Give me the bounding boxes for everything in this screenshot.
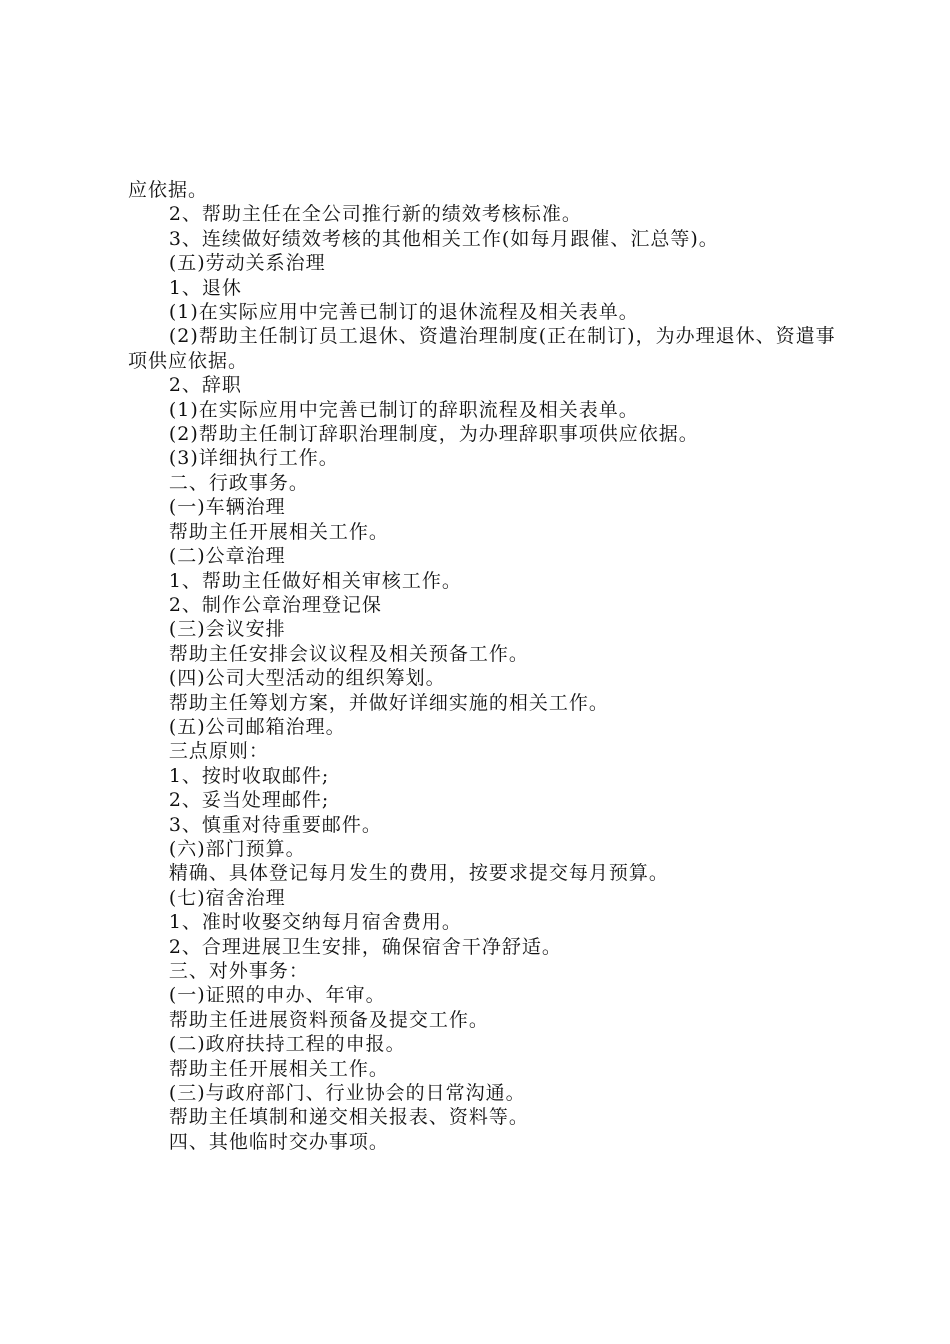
section-heading: (一)车辆治理 (168, 496, 286, 519)
paragraph: (2)帮助主任制订辞职治理制度，为办理辞职事项供应依据。 (168, 423, 699, 446)
section-heading: (五)公司邮箱治理。 (168, 715, 346, 738)
section-heading: (三)与政府部门、行业协会的日常沟通。 (168, 1082, 526, 1105)
section-heading: (四)公司大型活动的组织筹划。 (168, 667, 446, 690)
section-heading: (二)公章治理 (168, 545, 286, 568)
paragraph: 帮助主任填制和递交相关报表、资料等。 (168, 1106, 529, 1129)
paragraph: 1、按时收取邮件; (168, 764, 330, 787)
section-heading: 三、对外事务： (168, 960, 309, 982)
paragraph: 3、连续做好绩效考核的其他相关工作(如每月跟催、汇总等)。 (168, 227, 719, 250)
paragraph: 帮助主任开展相关工作。 (168, 520, 389, 543)
section-heading: 二、行政事务。 (168, 471, 309, 494)
paragraph: 2、辞职 (168, 374, 242, 397)
paragraph: 三点原则： (168, 740, 269, 763)
paragraph: 3、慎重对待重要邮件。 (168, 813, 382, 836)
paragraph: (2)帮助主任制订员工退休、资遣治理制度(正在制订)，为办理退休、资遣事项供应依据。 (128, 325, 836, 372)
section-heading: (六)部门预算。 (168, 837, 306, 860)
paragraph: 帮助主任筹划方案，并做好详细实施的相关工作。 (168, 691, 609, 714)
paragraph: (1)在实际应用中完善已制订的辞职流程及相关表单。 (168, 398, 639, 421)
paragraph: 2、合理进展卫生安排，确保宿舍干净舒适。 (168, 935, 562, 958)
paragraph: 精确、具体登记每月发生的费用，按要求提交每月预算。 (168, 862, 669, 885)
paragraph: 1、帮助主任做好相关审核工作。 (168, 569, 462, 592)
paragraph: 2、妥当处理邮件; (168, 789, 330, 812)
section-heading: (二)政府扶持工程的申报。 (168, 1033, 406, 1056)
paragraph: 1、准时收娶交纳每月宿舍费用。 (168, 911, 462, 934)
paragraph: 应依据。 (128, 179, 209, 201)
paragraph: (3)详细执行工作。 (168, 447, 339, 470)
paragraph: 2、帮助主任在全公司推行新的绩效考核标准。 (168, 203, 582, 226)
section-heading: (五)劳动关系治理 (168, 252, 326, 275)
paragraph: 帮助主任开展相关工作。 (168, 1057, 389, 1080)
document-body (128, 178, 848, 1154)
paragraph: 1、退休 (168, 276, 242, 299)
section-heading: (三)会议安排 (168, 618, 286, 641)
section-heading: (七)宿舍治理 (168, 886, 286, 909)
paragraph: 帮助主任安排会议议程及相关预备工作。 (168, 642, 529, 665)
section-heading: 四、其他临时交办事项。 (168, 1130, 389, 1153)
section-heading: (一)证照的申办、年审。 (168, 984, 386, 1007)
paragraph: 2、制作公章治理登记保 (168, 593, 382, 616)
paragraph: 帮助主任进展资料预备及提交工作。 (168, 1008, 489, 1031)
paragraph: (1)在实际应用中完善已制订的退休流程及相关表单。 (168, 301, 639, 324)
